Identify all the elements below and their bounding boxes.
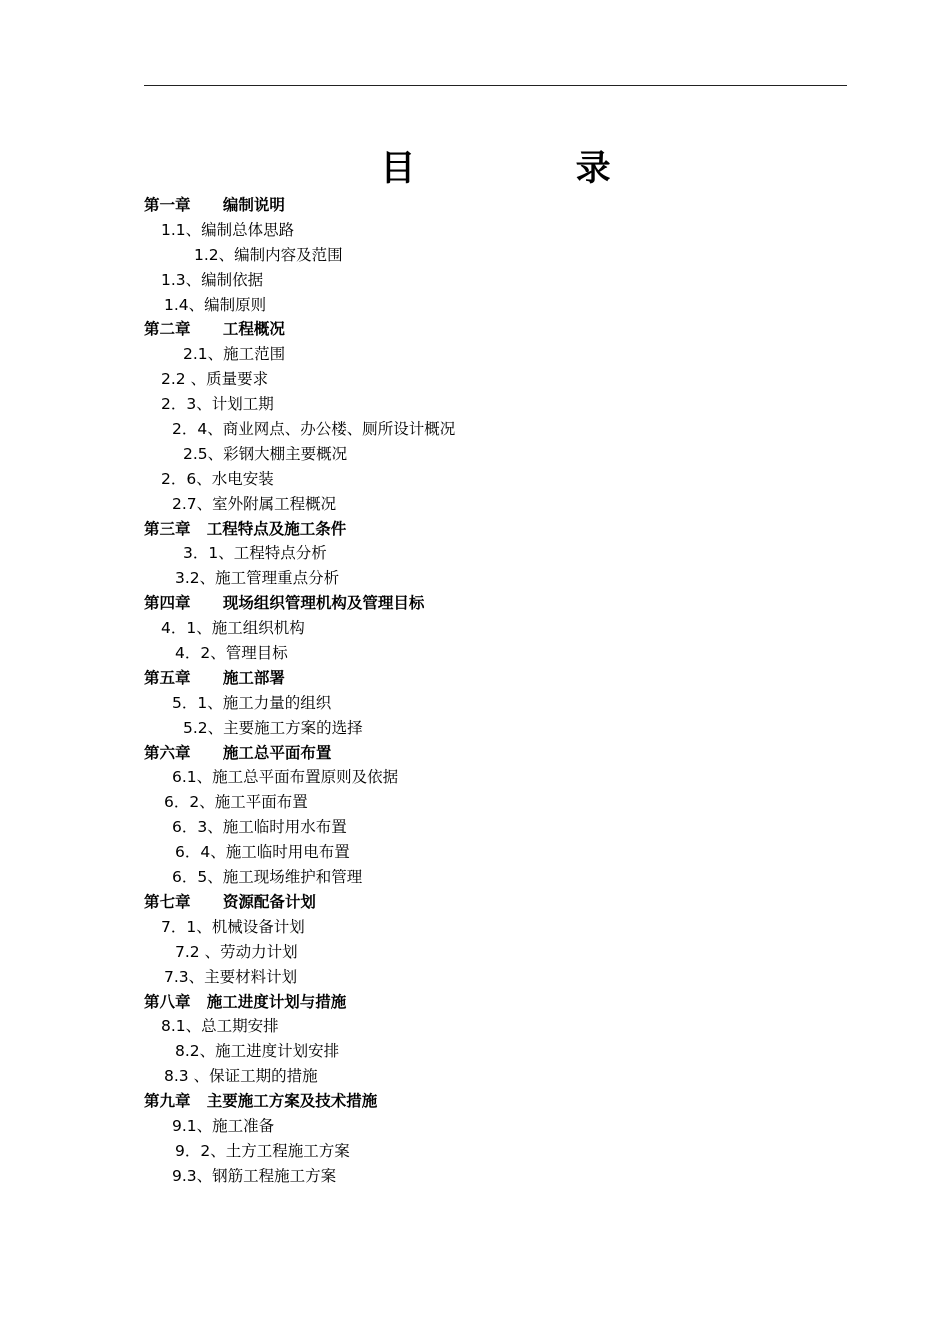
toc-entry[interactable]: 9．2、土方工程施工方案 [175,1141,350,1160]
header-rule [144,85,847,86]
toc-entry[interactable]: 8.1、总工期安排 [161,1017,279,1036]
toc-entry[interactable]: 3．1、工程特点分析 [183,544,327,563]
toc-entry[interactable]: 6．4、施工临时用电布置 [175,843,350,862]
toc-list [144,193,847,1189]
toc-entry[interactable]: 4．1、施工组织机构 [161,619,305,638]
toc-entry[interactable]: 2.2 、质量要求 [161,370,269,389]
toc-entry[interactable]: 1.3、编制依据 [161,270,264,289]
toc-chapter[interactable]: 第八章 施工进度计划与措施 [144,992,347,1011]
toc-entry[interactable]: 5.2、主要施工方案的选择 [183,718,363,737]
toc-entry[interactable]: 4．2、管理目标 [175,644,288,663]
toc-entry[interactable]: 6．2、施工平面布置 [164,793,308,812]
toc-entry[interactable]: 2.5、彩钢大棚主要概况 [183,444,348,463]
toc-entry[interactable]: 2．4、商业网点、办公楼、厕所设计概况 [172,420,456,439]
toc-entry[interactable]: 3.2、施工管理重点分析 [175,569,340,588]
toc-chapter[interactable]: 第七章 资源配备计划 [144,892,316,911]
toc-chapter[interactable]: 第四章 现场组织管理机构及管理目标 [144,594,425,613]
toc-chapter[interactable]: 第一章 编制说明 [144,196,285,214]
toc-entry[interactable]: 2．3、计划工期 [161,395,274,414]
toc-entry[interactable]: 5．1、施工力量的组织 [172,693,332,712]
toc-entry[interactable]: 2．6、水电安装 [161,469,274,488]
toc-title: 目 录 [380,149,685,189]
toc-entry[interactable]: 1.4、编制原则 [164,295,267,314]
toc-entry[interactable]: 6．5、施工现场维护和管理 [172,868,363,887]
toc-chapter[interactable]: 第三章 工程特点及施工条件 [144,519,347,538]
toc-entry[interactable]: 6．3、施工临时用水布置 [172,818,347,837]
toc-chapter[interactable]: 第五章 施工部署 [144,668,285,687]
toc-entry[interactable]: 7.3、主要材料计划 [164,967,298,986]
toc-entry[interactable]: 2.1、施工范围 [183,345,286,364]
toc-entry[interactable]: 1.2、编制内容及范围 [194,245,343,264]
toc-chapter[interactable]: 第六章 施工总平面布置 [144,743,332,762]
toc-chapter[interactable]: 第九章 主要施工方案及技术措施 [144,1092,378,1111]
toc-entry[interactable]: 9.1、施工准备 [172,1116,275,1135]
toc-chapter[interactable]: 第二章 工程概况 [144,320,285,339]
toc-entry[interactable]: 8.2、施工进度计划安排 [175,1042,340,1061]
toc-entry[interactable]: 7．1、机械设备计划 [161,917,305,936]
toc-entry[interactable]: 7.2 、劳动力计划 [175,942,298,961]
toc-entry[interactable]: 8.3 、保证工期的措施 [164,1067,318,1086]
toc-entry[interactable]: 2.7、室外附属工程概况 [172,494,337,513]
toc-entry[interactable]: 9.3、钢筋工程施工方案 [172,1166,337,1185]
toc-entry[interactable]: 6.1、施工总平面布置原则及依据 [172,768,399,787]
toc-entry[interactable]: 1.1、编制总体思路 [161,220,295,239]
